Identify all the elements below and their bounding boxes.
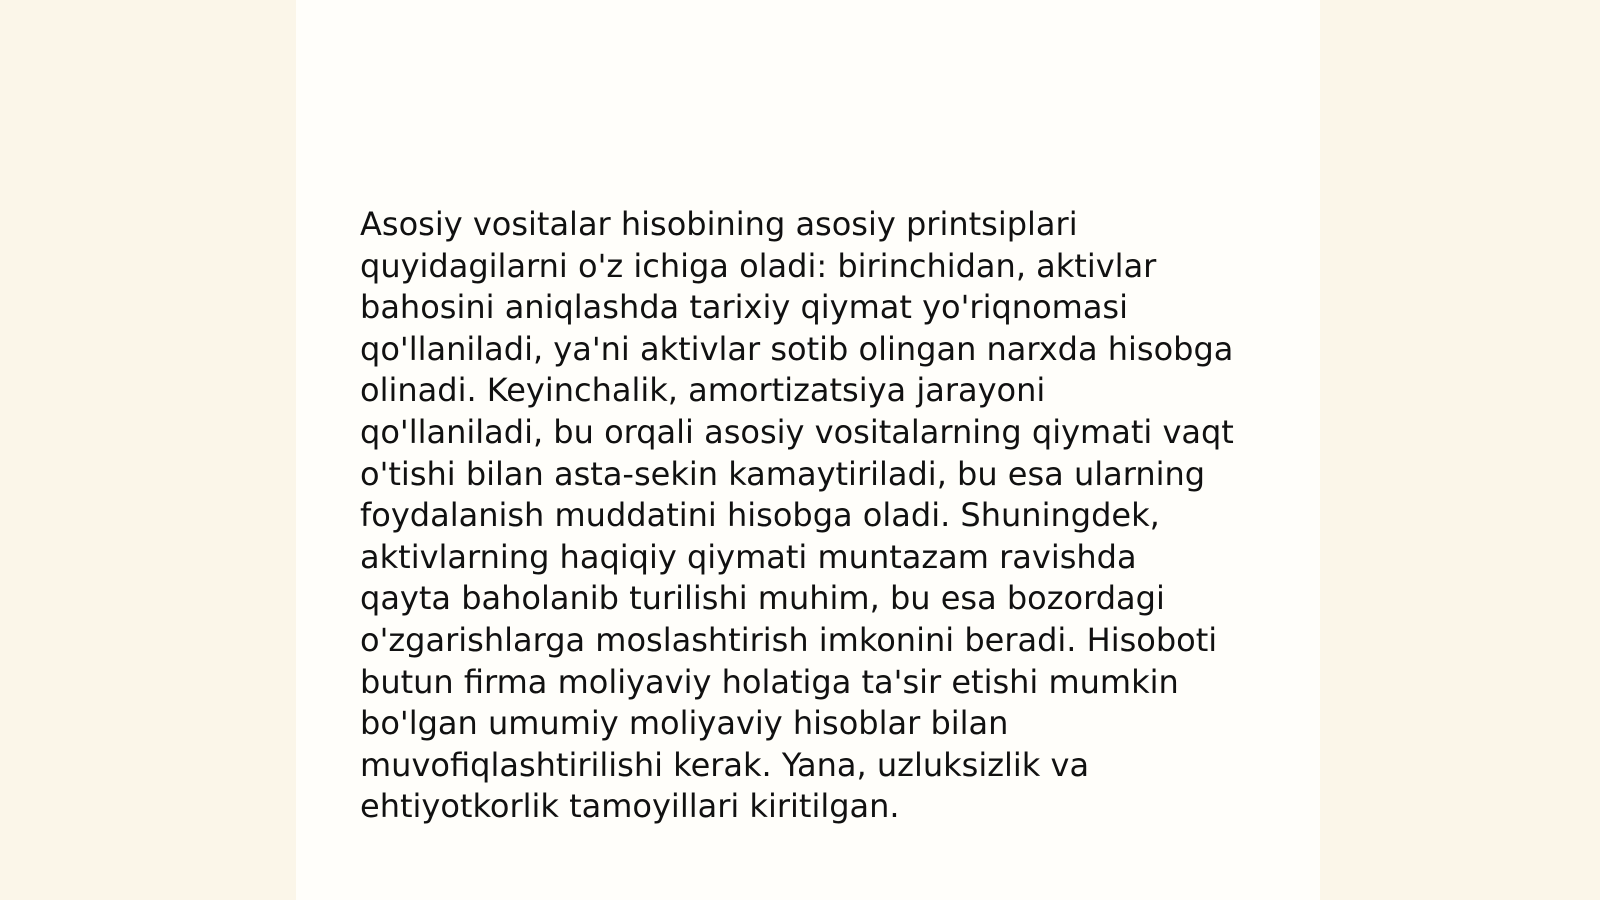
text-line: Asosiy vositalar hisobining asosiy printsiplari <box>360 205 1078 243</box>
text-line: aktivlarning haqiqiy qiymati muntazam ravishda <box>360 537 1137 576</box>
document-page <box>296 0 1320 900</box>
text-line: qo'llaniladi, bu orqali asosiy vositalarning qiymati vaqt <box>360 412 1234 451</box>
text-line: butun firma moliyaviy holatiga ta'sir etishi mumkin <box>360 662 1179 701</box>
text-line: bo'lgan umumiy moliyaviy hisoblar bilan <box>360 704 1009 743</box>
text-line: foydalanish muddatini hisobga oladi. Shuningdek, <box>360 496 1160 535</box>
text-line: olinadi. Keyinchalik, amortizatsiya jarayoni <box>360 371 1046 410</box>
body-paragraph <box>360 204 1260 828</box>
text-line: o'zgarishlarga moslashtirish imkonini beradi. Hisoboti <box>360 620 1218 659</box>
text-line: qayta baholanib turilishi muhim, bu esa bozordagi <box>360 579 1165 618</box>
text-line: quyidagilarni o'z ichiga oladi: birinchidan, aktivlar <box>360 246 1157 285</box>
text-line: qo'llaniladi, ya'ni aktivlar sotib olingan narxda hisobga <box>360 329 1234 368</box>
text-line: muvofiqlashtirilishi kerak. Yana, uzluksizlik va <box>360 745 1090 784</box>
text-line: o'tishi bilan asta-sekin kamaytiriladi, bu esa ularning <box>360 454 1206 493</box>
text-line: bahosini aniqlashda tarixiy qiymat yo'riqnomasi <box>360 288 1128 327</box>
text-line: ehtiyotkorlik tamoyillari kiritilgan. <box>360 787 900 826</box>
